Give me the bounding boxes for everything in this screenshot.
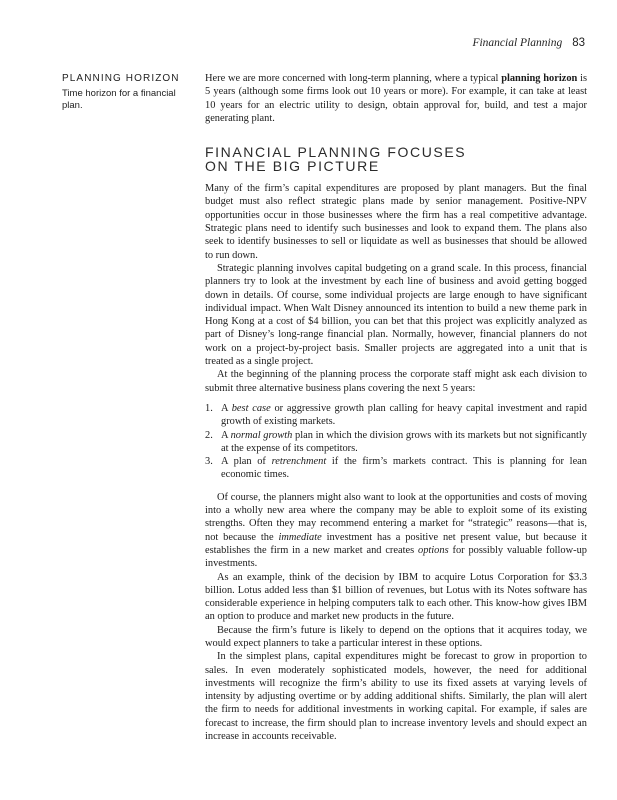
- paragraph-emphasis: immediate: [278, 531, 322, 543]
- list-item: [205, 455, 587, 482]
- main-text: [205, 72, 587, 743]
- list-item: [205, 429, 587, 456]
- paragraph-text: for possibly valuable follow-up investments.: [205, 544, 587, 570]
- paragraph-strategic-planning: Strategic planning involves capital budgeting on a grand scale. In this process, financial planners try to look at the investment by each line of business and avoid getting bogged down in details. Of course, some individual projects are large enough to have significant individual impact. When Walt Disney announced its intention to build a new theme park in Hong Kong at a cost of $4 billion, you can bet that this project was explicitly analyzed as part of Disney’s long-range financial plan. Normally, however, financial planners do not work on a project-by-project basis. Smaller projects are aggregated into a unit that is treated as a single project.: [205, 262, 587, 368]
- list-item-text: A: [221, 402, 232, 414]
- margin-definition-term: PLANNING HORIZON: [62, 73, 180, 84]
- running-head-title: Financial Planning: [472, 37, 563, 49]
- section-heading: [205, 145, 587, 173]
- list-item-emphasis: retrenchment: [271, 456, 327, 468]
- paragraph-ibm-example: As an example, think of the decision by IBM to acquire Lotus Corporation for $3.3 billion. Lotus added less than $1 billion of revenues, but Lotus with its Notes software has considerable experience in helping computers talk to each other. This know-how gives IBM an option to produce and market new products in the future.: [205, 571, 587, 623]
- list-item-emphasis: normal growth: [230, 429, 293, 441]
- intro-term: planning horizon: [501, 73, 578, 84]
- section-heading-line-1: FINANCIAL PLANNING FOCUSES: [205, 144, 467, 161]
- paragraph-text: Of course, the planners might also want to look at the opportunities and costs of moving into a wholly new area where the company may be able to exploit some of its existing strengths. Often they may recommend entering a market for “strategic” reasons—that is, not because the: [205, 491, 587, 543]
- intro-paragraph: [205, 72, 587, 125]
- list-item-text: A plan of: [221, 456, 272, 468]
- running-head: [472, 37, 585, 49]
- paragraph-strategic-plans: Many of the firm’s capital expenditures are proposed by plant managers. But the final budget must also reflect strategic plans made by senior management. Positive-NPV opportunities occur in those businesses where the firm has a real competitive advantage. Strategic plans need to identify such businesses and look to expand them. The plans also seek to identify businesses to sell or liquidate as well as businesses that should be allowed to run down.: [205, 183, 587, 261]
- section-heading-line-2: ON THE BIG PICTURE: [205, 158, 380, 175]
- margin-definition: [62, 73, 192, 113]
- page-number: 83: [572, 37, 585, 49]
- paragraph-options: Because the firm’s future is likely to depend on the options that it acquires today, we would expect planners to take a particular interest in these options.: [205, 624, 587, 649]
- list-item-number: 3.: [205, 456, 213, 468]
- list-item-number: 2.: [205, 429, 213, 441]
- intro-text-before: Here we are more concerned with long-term planning, where a typical: [205, 73, 502, 84]
- paragraph-capital-expenditures: In the simplest plans, capital expenditures might be forecast to grow in proportion to sales. In even moderately sophisticated models, however, the need for additional investments will recognize the firm’s ability to use its fixed assets at varying levels of intensity by adjusting overtime or by adding additional shifts. Similarly, the plan will alert the firm to needs for additional investments in working capital. For example, if sales are forecast to increase, the firm should plan to increase inventory levels and should expect an increase in accounts receivable.: [205, 651, 587, 743]
- intro-text-after: is 5 years (although some firms look out 10 years or more). For example, it can take at least 10 years for an electric utility to design, obtain approval for, build, and test a major generating plant.: [205, 73, 587, 124]
- list-item-emphasis: best case: [231, 402, 271, 414]
- business-plans-list: [205, 402, 587, 482]
- list-item-text: A: [221, 429, 231, 441]
- paragraph-emphasis: options: [418, 544, 449, 556]
- list-item-text: if the firm’s markets contract. This is planning for lean economic times.: [221, 456, 587, 481]
- list-item: [205, 402, 587, 429]
- paragraph-alternative-plans: At the beginning of the planning process the corporate staff might ask each division to submit three alternative business plans covering the next 5 years:: [205, 369, 587, 394]
- list-item-text: plan in which the division grows with its markets but not significantly at the expense of its competitors.: [221, 429, 587, 454]
- paragraph-text: investment has a positive net present value, but because it establishes the firm in a new market and creates: [205, 531, 587, 556]
- list-item-number: 1.: [205, 402, 213, 414]
- paragraph-new-areas: [205, 491, 587, 571]
- margin-definition-text: Time horizon for a financial plan.: [62, 87, 176, 111]
- list-item-text: or aggressive growth plan calling for heavy capital investment and rapid growth of existing markets.: [221, 402, 587, 428]
